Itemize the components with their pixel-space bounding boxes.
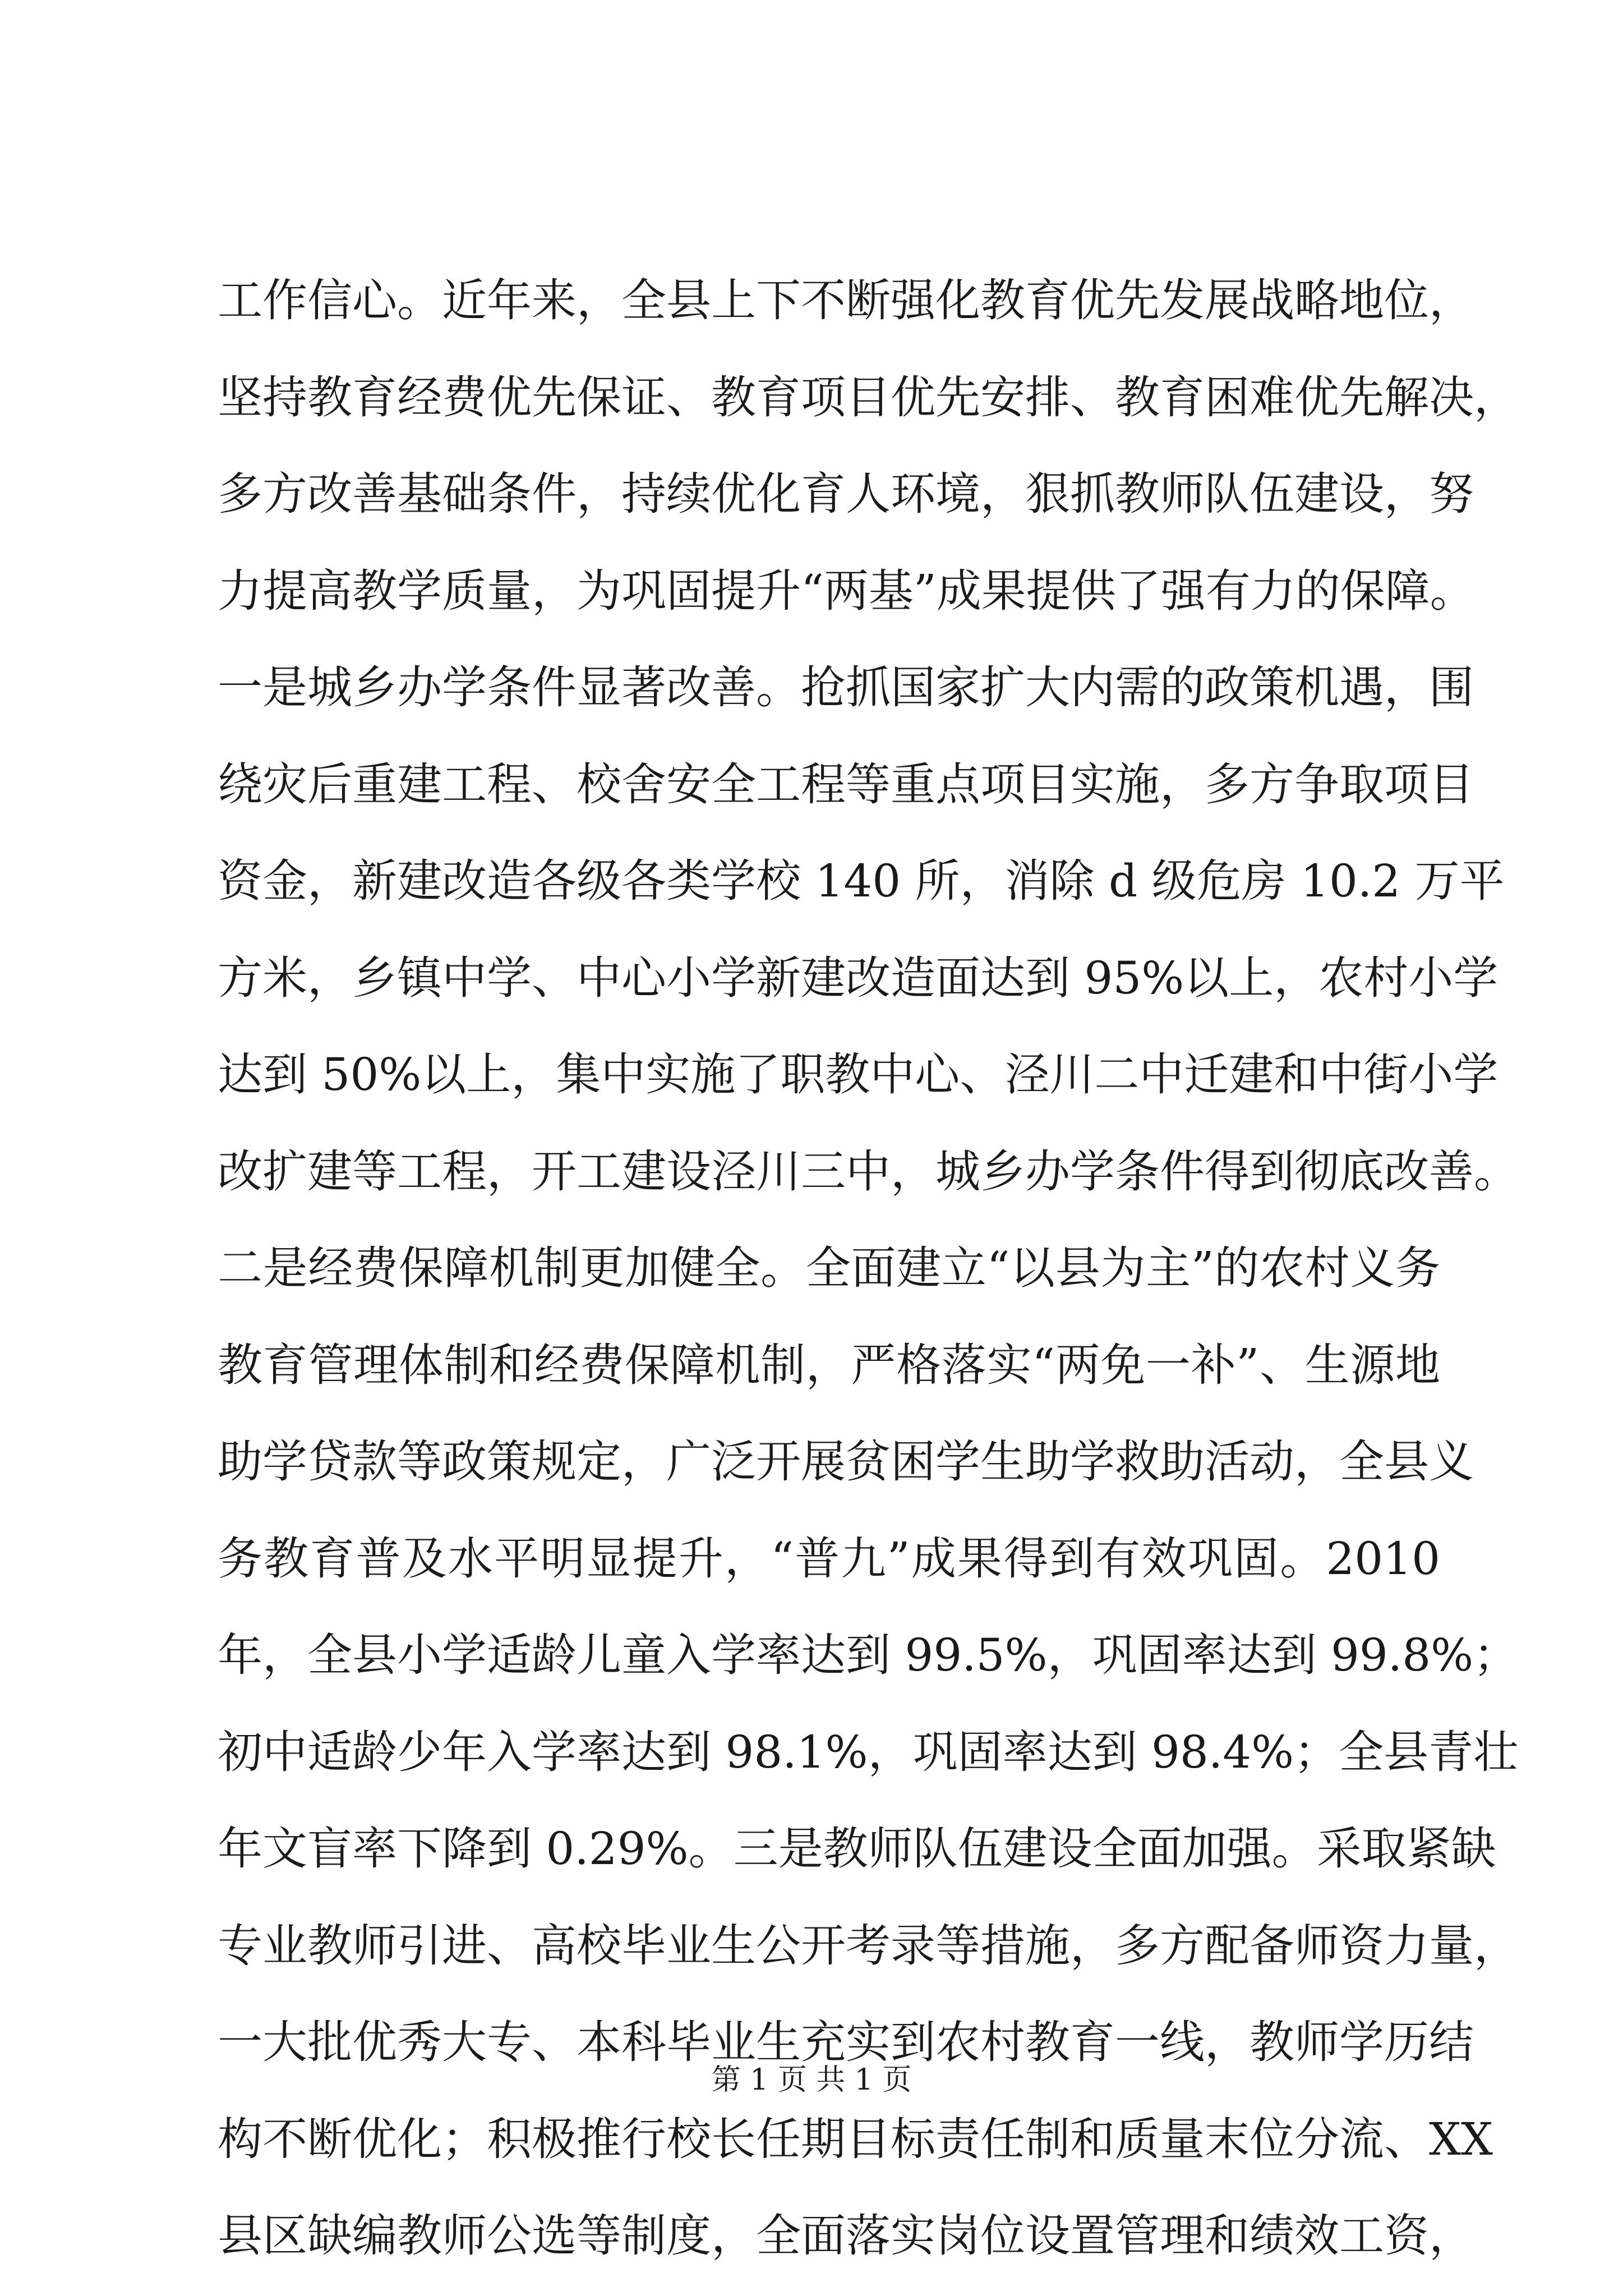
text-line: 改扩建等工程，开工建设泾川三中，城乡办学条件得到彻底改善。 bbox=[218, 1145, 1519, 1198]
text-line: 县区缺编教师公选等制度，全面落实岗位设置管理和绩效工资， bbox=[218, 2210, 1474, 2262]
text-line: 年文盲率下降到 0.29%。三是教师队伍建设全面加强。采取紧缺 bbox=[218, 1823, 1496, 1875]
text-line: 初中适龄少年入学率达到 98.1%，巩固率达到 98.4%；全县青壮 bbox=[218, 1726, 1519, 1778]
body-text bbox=[218, 252, 1519, 2285]
text-line: 达到 50%以上，集中实施了职教中心、泾川二中迁建和中街小学 bbox=[218, 1048, 1498, 1101]
text-line: 工作信心。近年来，全县上下不断强化教育优先发展战略地位， bbox=[218, 274, 1474, 326]
text-line: 方米，乡镇中学、中心小学新建改造面达到 95%以上，农村小学 bbox=[218, 951, 1498, 1004]
text-line: 构不断优化；积极推行校长任期目标责任制和质量末位分流、XX bbox=[218, 2113, 1493, 2165]
text-line: 助学贷款等政策规定，广泛开展贫困学生助学救助活动，全县义 bbox=[218, 1435, 1474, 1488]
text-line: 务教育普及水平明显提升，“普九”成果得到有效巩固。2010 bbox=[218, 1532, 1440, 1585]
text-line: 一是城乡办学条件显著改善。抢抓国家扩大内需的政策机遇，围 bbox=[218, 661, 1474, 714]
text-line: 一大批优秀大专、本科毕业生充实到农村教育一线，教师学历结 bbox=[218, 2016, 1474, 2068]
text-line: 资金，新建改造各级各类学校 140 所，消除 d 级危房 10.2 万平 bbox=[218, 855, 1505, 907]
text-line: 多方改善基础条件，持续优化育人环境，狠抓教师队伍建设，努 bbox=[218, 468, 1474, 520]
text-line: 绕灾后重建工程、校舍安全工程等重点项目实施，多方争取项目 bbox=[218, 758, 1474, 811]
page-number-footer: 第 1 页 共 1 页 bbox=[711, 2063, 912, 2097]
text-line: 教育管理体制和经费保障机制，严格落实“两免一补”、生源地 bbox=[218, 1338, 1440, 1391]
text-line: 坚持教育经费优先保证、教育项目优先安排、教育困难优先解决， bbox=[218, 371, 1519, 424]
text-line: 力提高教学质量，为巩固提升“两基”成果提供了强有力的保障。 bbox=[218, 564, 1475, 617]
text-line: 二是经费保障机制更加健全。全面建立“以县为主”的农村义务 bbox=[218, 1242, 1440, 1294]
text-line: 专业教师引进、高校毕业生公开考录等措施，多方配备师资力量， bbox=[218, 1919, 1519, 1972]
text-line: 年，全县小学适龄儿童入学率达到 99.5%，巩固率达到 99.8%； bbox=[218, 1629, 1519, 1681]
